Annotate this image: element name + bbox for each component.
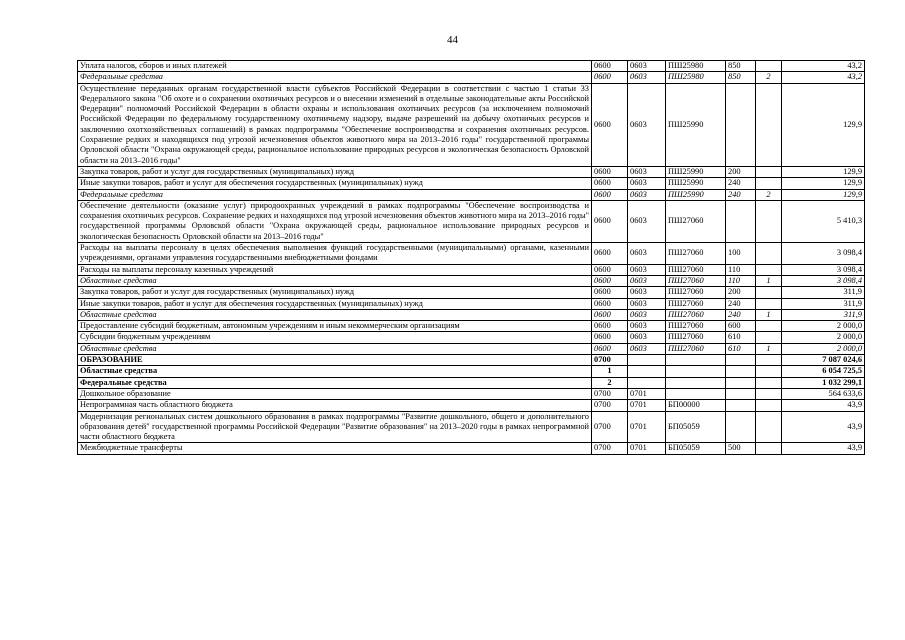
- funding-source-code: [756, 400, 782, 411]
- funding-source-code: [756, 83, 782, 166]
- funding-source-code: 1: [756, 309, 782, 320]
- amount: 129,9: [782, 178, 865, 189]
- expense-type-code: [726, 83, 756, 166]
- section-code: 0600: [592, 332, 628, 343]
- item-name: Федеральные средства: [78, 72, 592, 83]
- expense-type-code: [726, 411, 756, 443]
- funding-source-code: [756, 287, 782, 298]
- table-row: [78, 355, 865, 366]
- subsection-code: 0603: [628, 332, 666, 343]
- amount: 43,2: [782, 72, 865, 83]
- item-name: Осуществление переданных органам государственной власти субъектов Российской Федерации в соответствии с частью 1 статьи 33 Федерального закона "Об охоте и о сохранении охотничьих ресурсов и о внесении изменений в отдельные законодательные акты Российской Федерации" полномочий Российской Федерации в области охраны и использования охотничьих ресурсов (за исключением полномочий Российской Федерации по федеральному государственному охотничьему надзору, выдаче разрешений на добычу охотничьих ресурсов и заключению охотхозяйственных соглашений) в рамках подпрограммы "Обеспечение воспроизводства и сохранения охотничьих ресурсов. Сохранение редких и находящихся под угрозой исчезновения объектов животного мира на 2013–2016 годы" государственной программы Орловской области "Охрана окружающей среды, рациональное использование природных ресурсов и экологическая безопасность Орловской области на 2013–2016 годы": [78, 83, 592, 166]
- subsection-code: 0603: [628, 343, 666, 354]
- target-article-code: [666, 377, 726, 388]
- target-article-code: ПШ25990: [666, 189, 726, 200]
- section-code: 0700: [592, 443, 628, 454]
- funding-source-code: [756, 264, 782, 275]
- subsection-code: 0701: [628, 400, 666, 411]
- section-code: 0600: [592, 343, 628, 354]
- table-row: [78, 321, 865, 332]
- funding-source-code: [756, 178, 782, 189]
- subsection-code: 0701: [628, 443, 666, 454]
- section-code: 0600: [592, 275, 628, 286]
- item-name: Областные средства: [78, 309, 592, 320]
- section-code: 1: [592, 366, 628, 377]
- table-row: [78, 332, 865, 343]
- table-row: [78, 200, 865, 242]
- table-row: [78, 411, 865, 443]
- expense-type-code: 100: [726, 243, 756, 265]
- funding-source-code: [756, 366, 782, 377]
- target-article-code: ПШ27060: [666, 332, 726, 343]
- subsection-code: [628, 355, 666, 366]
- item-name: Обеспечение деятельности (оказание услуг) природоохранных учреждений в рамках подпрограммы "Обеспечение воспроизводства и сохранения охотничьих ресурсов. Сохранение редких и находящихся под угрозой исчезновения объектов животного мира на 2013–2016 годы" государственной программы Орловской области "Охрана окружающей среды, рациональное использование природных ресурсов и экологическая безопасность Орловской области на 2013–2016 годы": [78, 200, 592, 242]
- amount: 2 000,0: [782, 321, 865, 332]
- item-name: Иные закупки товаров, работ и услуг для обеспечения государственных (муниципальных) нужд: [78, 178, 592, 189]
- item-name: Предоставление субсидий бюджетным, автономным учреждениям и иным некоммерческим организациям: [78, 321, 592, 332]
- expense-type-code: 850: [726, 72, 756, 83]
- item-name: Иные закупки товаров, работ и услуг для обеспечения государственных (муниципальных) нужд: [78, 298, 592, 309]
- funding-source-code: [756, 411, 782, 443]
- target-article-code: ПШ27060: [666, 264, 726, 275]
- item-name: Модернизация региональных систем дошкольного образования в рамках подпрограммы "Развитие дошкольного, общего и дополнительного образования детей" государственной программы Российской Федерации "Развитие образования" на 2013–2020 годы в рамках непрограммной части областного бюджета: [78, 411, 592, 443]
- subsection-code: 0603: [628, 178, 666, 189]
- item-name: Закупка товаров, работ и услуг для государственных (муниципальных) нужд: [78, 166, 592, 177]
- target-article-code: ПШ25980: [666, 61, 726, 72]
- item-name: Федеральные средства: [78, 377, 592, 388]
- table-row: [78, 388, 865, 399]
- table-row: [78, 377, 865, 388]
- amount: 6 054 725,5: [782, 366, 865, 377]
- section-code: 0600: [592, 298, 628, 309]
- target-article-code: ПШ27060: [666, 343, 726, 354]
- section-code: 0700: [592, 411, 628, 443]
- funding-source-code: [756, 332, 782, 343]
- funding-source-code: [756, 321, 782, 332]
- funding-source-code: 2: [756, 189, 782, 200]
- target-article-code: ПШ25990: [666, 178, 726, 189]
- table-row: [78, 309, 865, 320]
- funding-source-code: [756, 298, 782, 309]
- funding-source-code: 2: [756, 72, 782, 83]
- target-article-code: ПШ27060: [666, 275, 726, 286]
- item-name: Областные средства: [78, 366, 592, 377]
- amount: 5 410,3: [782, 200, 865, 242]
- subsection-code: 0701: [628, 388, 666, 399]
- subsection-code: 0603: [628, 309, 666, 320]
- funding-source-code: [756, 166, 782, 177]
- table-row: [78, 343, 865, 354]
- amount: 3 098,4: [782, 243, 865, 265]
- expense-type-code: [726, 388, 756, 399]
- item-name: ОБРАЗОВАНИЕ: [78, 355, 592, 366]
- subsection-code: 0603: [628, 83, 666, 166]
- table-row: [78, 83, 865, 166]
- target-article-code: ПШ25990: [666, 83, 726, 166]
- subsection-code: 0603: [628, 275, 666, 286]
- expense-type-code: [726, 377, 756, 388]
- amount: 2 000,0: [782, 332, 865, 343]
- section-code: 0600: [592, 321, 628, 332]
- amount: 43,9: [782, 411, 865, 443]
- expense-type-code: 500: [726, 443, 756, 454]
- item-name: Субсидии бюджетным учреждениям: [78, 332, 592, 343]
- page-number: 44: [447, 34, 458, 46]
- item-name: Непрограммная часть областного бюджета: [78, 400, 592, 411]
- section-code: 0600: [592, 72, 628, 83]
- table-row: [78, 264, 865, 275]
- table-row: [78, 400, 865, 411]
- table-row: [78, 189, 865, 200]
- target-article-code: БП05059: [666, 411, 726, 443]
- item-name: Уплата налогов, сборов и иных платежей: [78, 61, 592, 72]
- table-row: [78, 443, 865, 454]
- funding-source-code: [756, 443, 782, 454]
- expense-type-code: 240: [726, 309, 756, 320]
- amount: 43,2: [782, 61, 865, 72]
- section-code: 0600: [592, 243, 628, 265]
- table-row: [78, 298, 865, 309]
- amount: 3 098,4: [782, 264, 865, 275]
- amount: 43,9: [782, 443, 865, 454]
- amount: 311,9: [782, 287, 865, 298]
- subsection-code: 0603: [628, 298, 666, 309]
- table-row: [78, 72, 865, 83]
- funding-source-code: [756, 243, 782, 265]
- amount: 129,9: [782, 189, 865, 200]
- section-code: 0600: [592, 83, 628, 166]
- section-code: 0600: [592, 178, 628, 189]
- subsection-code: 0603: [628, 287, 666, 298]
- section-code: 0700: [592, 355, 628, 366]
- amount: 2 000,0: [782, 343, 865, 354]
- item-name: Областные средства: [78, 343, 592, 354]
- subsection-code: 0603: [628, 61, 666, 72]
- target-article-code: ПШ27060: [666, 309, 726, 320]
- section-code: 2: [592, 377, 628, 388]
- target-article-code: [666, 388, 726, 399]
- amount: 311,9: [782, 298, 865, 309]
- funding-source-code: [756, 355, 782, 366]
- section-code: 0600: [592, 287, 628, 298]
- funding-source-code: [756, 377, 782, 388]
- subsection-code: 0603: [628, 72, 666, 83]
- expense-type-code: 600: [726, 321, 756, 332]
- table-row: [78, 287, 865, 298]
- funding-source-code: [756, 61, 782, 72]
- subsection-code: 0603: [628, 321, 666, 332]
- expense-type-code: [726, 200, 756, 242]
- table-row: [78, 61, 865, 72]
- section-code: 0700: [592, 388, 628, 399]
- expense-type-code: 110: [726, 264, 756, 275]
- amount: 129,9: [782, 83, 865, 166]
- subsection-code: 0603: [628, 243, 666, 265]
- section-code: 0600: [592, 200, 628, 242]
- target-article-code: ПШ27060: [666, 200, 726, 242]
- amount: 3 098,4: [782, 275, 865, 286]
- subsection-code: 0603: [628, 200, 666, 242]
- amount: 311,9: [782, 309, 865, 320]
- subsection-code: 0603: [628, 189, 666, 200]
- expense-type-code: 610: [726, 332, 756, 343]
- table-row: [78, 275, 865, 286]
- budget-table: [77, 60, 865, 455]
- target-article-code: ПШ25990: [666, 166, 726, 177]
- amount: 1 032 299,1: [782, 377, 865, 388]
- funding-source-code: [756, 200, 782, 242]
- amount: 129,9: [782, 166, 865, 177]
- section-code: 0600: [592, 309, 628, 320]
- item-name: Закупка товаров, работ и услуг для государственных (муниципальных) нужд: [78, 287, 592, 298]
- subsection-code: 0701: [628, 411, 666, 443]
- expense-type-code: 240: [726, 298, 756, 309]
- expense-type-code: 200: [726, 287, 756, 298]
- section-code: 0700: [592, 400, 628, 411]
- expense-type-code: [726, 355, 756, 366]
- subsection-code: [628, 377, 666, 388]
- funding-source-code: 1: [756, 343, 782, 354]
- target-article-code: ПШ27060: [666, 243, 726, 265]
- item-name: Межбюджетные трансферты: [78, 443, 592, 454]
- item-name: Федеральные средства: [78, 189, 592, 200]
- section-code: 0600: [592, 264, 628, 275]
- table-row: [78, 243, 865, 265]
- item-name: Расходы на выплаты персоналу казенных учреждений: [78, 264, 592, 275]
- table-row: [78, 178, 865, 189]
- target-article-code: ПШ27060: [666, 321, 726, 332]
- subsection-code: [628, 366, 666, 377]
- item-name: Расходы на выплаты персоналу в целях обеспечения выполнения функций государственными (муниципальными) органами, казенными учреждениями, органами управления государственными внебюджетными фондами: [78, 243, 592, 265]
- funding-source-code: 1: [756, 275, 782, 286]
- amount: 564 633,6: [782, 388, 865, 399]
- section-code: 0600: [592, 166, 628, 177]
- expense-type-code: [726, 400, 756, 411]
- expense-type-code: 240: [726, 178, 756, 189]
- target-article-code: ПШ25980: [666, 72, 726, 83]
- section-code: 0600: [592, 61, 628, 72]
- expense-type-code: [726, 366, 756, 377]
- expense-type-code: 240: [726, 189, 756, 200]
- target-article-code: [666, 355, 726, 366]
- amount: 43,9: [782, 400, 865, 411]
- section-code: 0600: [592, 189, 628, 200]
- table-row: [78, 366, 865, 377]
- table-row: [78, 166, 865, 177]
- target-article-code: ПШ27060: [666, 298, 726, 309]
- expense-type-code: 850: [726, 61, 756, 72]
- expense-type-code: 110: [726, 275, 756, 286]
- expense-type-code: 610: [726, 343, 756, 354]
- subsection-code: 0603: [628, 264, 666, 275]
- target-article-code: ПШ27060: [666, 287, 726, 298]
- funding-source-code: [756, 388, 782, 399]
- amount: 7 087 024,6: [782, 355, 865, 366]
- subsection-code: 0603: [628, 166, 666, 177]
- expense-type-code: 200: [726, 166, 756, 177]
- target-article-code: [666, 366, 726, 377]
- target-article-code: БП00000: [666, 400, 726, 411]
- target-article-code: БП05059: [666, 443, 726, 454]
- item-name: Областные средства: [78, 275, 592, 286]
- item-name: Дошкольное образование: [78, 388, 592, 399]
